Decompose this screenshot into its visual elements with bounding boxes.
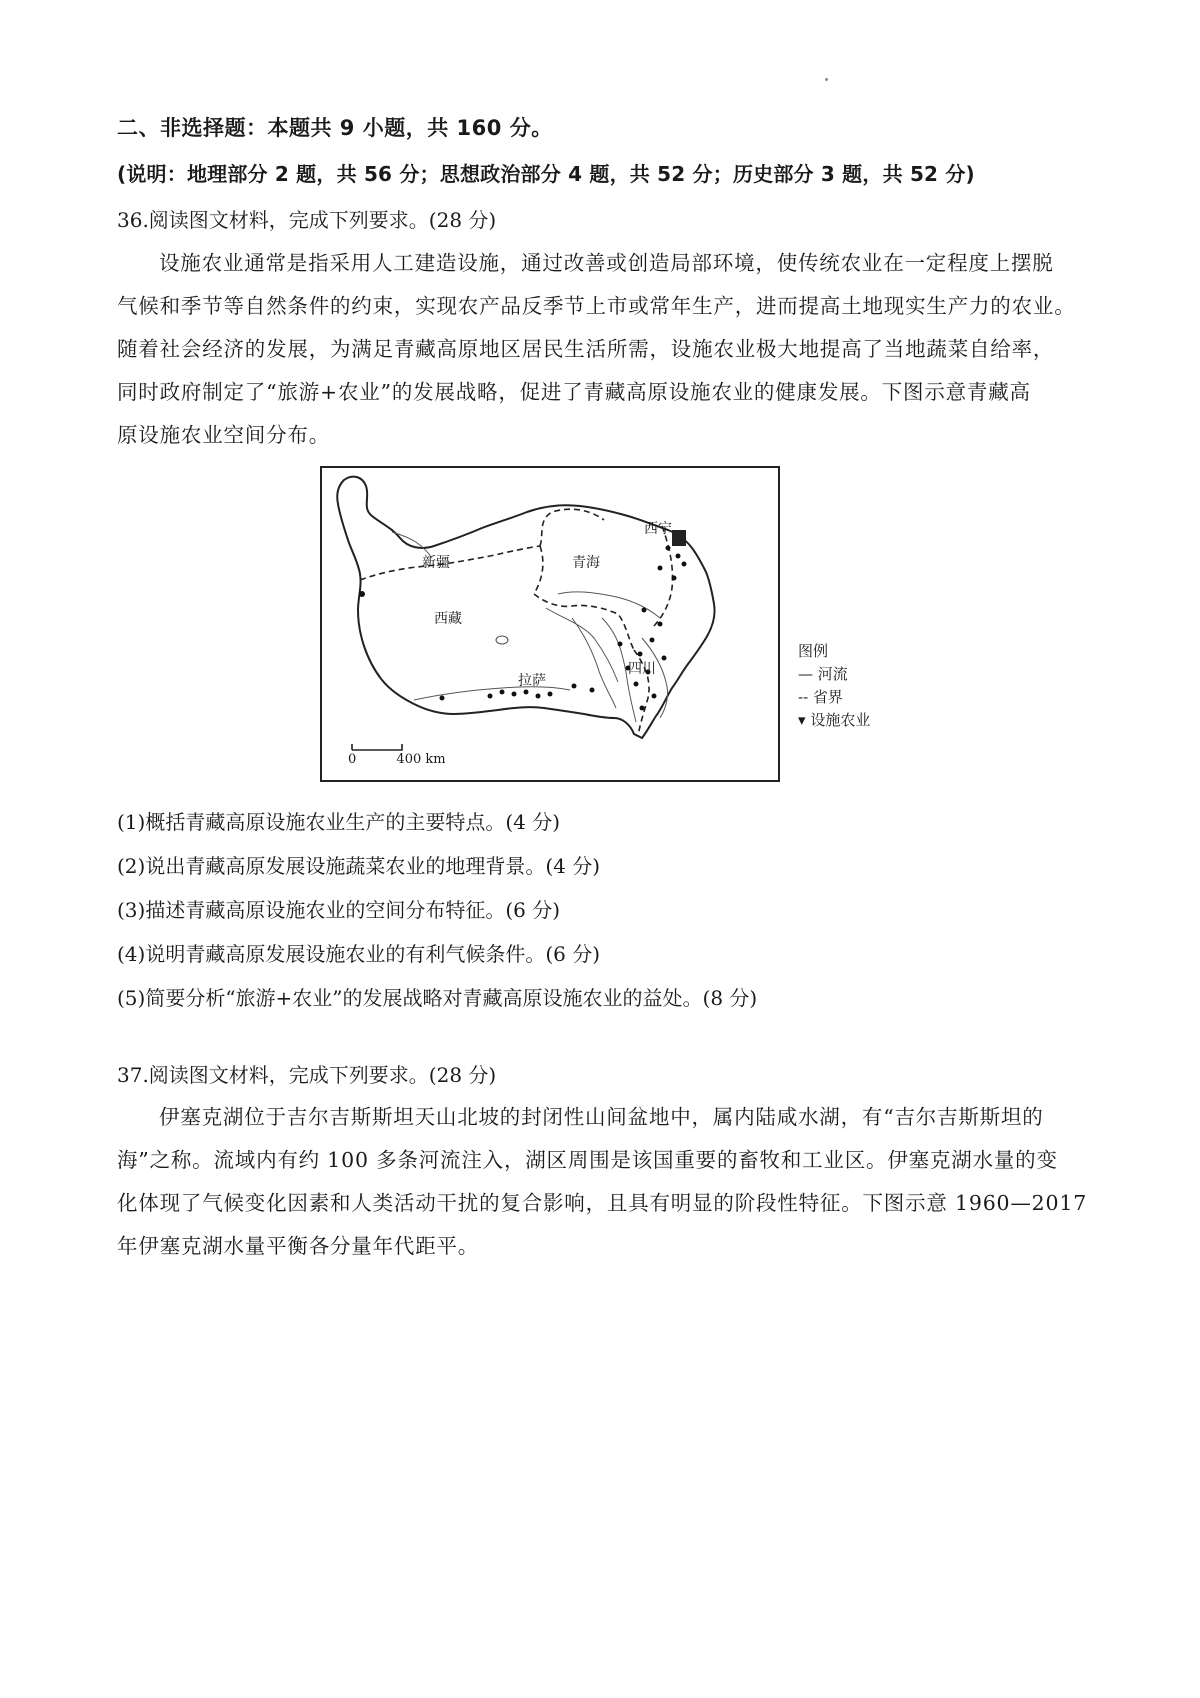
label-lasa: 拉萨	[518, 673, 546, 689]
question-36-heading: 36.阅读图文材料，完成下列要求。(28 分)	[117, 208, 497, 232]
material-line: 原设施农业空间分布。	[117, 423, 330, 447]
legend-river: — 河流	[798, 665, 848, 683]
lake	[496, 636, 508, 644]
section-note: (说明：地理部分 2 题，共 56 分；思想政治部分 4 题，共 52 分；历史部分 3 题，共 52 分)	[117, 162, 975, 186]
legend-facility-row	[798, 709, 870, 732]
material-line: 同时政府制定了“旅游+农业”的发展战略，促进了青藏高原设施农业的健康发展。下图示意青藏高	[117, 380, 1031, 404]
question-36-1: (1)概括青藏高原设施农业生产的主要特点。(4 分)	[117, 810, 561, 834]
xinjiang-border	[360, 546, 540, 580]
section-title: 二、非选择题：本题共 9 小题，共 160 分。	[117, 116, 553, 140]
legend-facility: 设施农业	[810, 711, 871, 729]
tibet-facility-agriculture-map	[320, 466, 780, 782]
question-36-5: (5)简要分析“旅游+农业”的发展战略对青藏高原设施农业的益处。(8 分)	[117, 986, 758, 1010]
plateau-outline	[337, 477, 714, 738]
qinghai-east-border	[652, 526, 673, 628]
river	[558, 592, 660, 618]
facility-marker-icon: ▾	[798, 711, 811, 729]
question-37-material	[117, 1096, 1097, 1268]
label-xizang: 西藏	[434, 611, 462, 627]
map-legend	[798, 640, 870, 732]
material-line: 设施农业通常是指采用人工建造设施，通过改善或创造局部环境，使传统农业在一定程度上摆脱	[159, 251, 1054, 275]
map-scale	[348, 752, 446, 767]
material-line: 海”之称。流域内有约 100 多条河流注入，湖区周围是该国重要的畜牧和工业区。伊塞克湖水量的变	[117, 1148, 1058, 1172]
scale-zero: 0	[348, 752, 357, 767]
question-36-3: (3)描述青藏高原设施农业的空间分布特征。(6 分)	[117, 898, 561, 922]
scan-speck	[825, 78, 828, 81]
river	[642, 638, 668, 718]
material-line: 伊塞克湖位于吉尔吉斯斯坦天山北坡的封闭性山间盆地中，属内陆咸水湖，有“吉尔吉斯斯坦的	[159, 1105, 1044, 1129]
material-line: 年伊塞克湖水量平衡各分量年代距平。	[117, 1234, 480, 1258]
material-line: 气候和季节等自然条件的约束，实现农产品反季节上市或常年生产，进而提高土地现实生产力的农业。	[117, 294, 1076, 318]
scale-distance: 400 km	[396, 752, 446, 767]
legend-border: -- 省界	[798, 688, 843, 706]
question-36-2: (2)说出青藏高原发展设施蔬菜农业的地理背景。(4 分)	[117, 854, 601, 878]
label-xining: 西宁	[644, 521, 672, 537]
question-36-material	[117, 242, 1097, 457]
label-sichuan: 四川	[628, 661, 656, 677]
map-drawing	[322, 468, 778, 780]
legend-title: 图例	[798, 642, 829, 660]
river	[546, 608, 618, 682]
material-line: 化体现了气候变化因素和人类活动干扰的复合影响，且具有明显的阶段性特征。下图示意 1960—2017	[117, 1191, 1088, 1215]
qinghai-border	[540, 509, 604, 546]
scale-bar	[352, 744, 402, 750]
xining-cluster	[672, 530, 686, 546]
question-37-heading: 37.阅读图文材料，完成下列要求。(28 分)	[117, 1063, 497, 1087]
river	[414, 687, 570, 700]
label-xinjiang: 新疆	[422, 555, 450, 571]
question-36-4: (4)说明青藏高原发展设施农业的有利气候条件。(6 分)	[117, 942, 601, 966]
label-qinghai: 青海	[572, 555, 600, 571]
material-line: 随着社会经济的发展，为满足青藏高原地区居民生活所需，设施农业极大地提高了当地蔬菜自给率，	[117, 337, 1055, 361]
